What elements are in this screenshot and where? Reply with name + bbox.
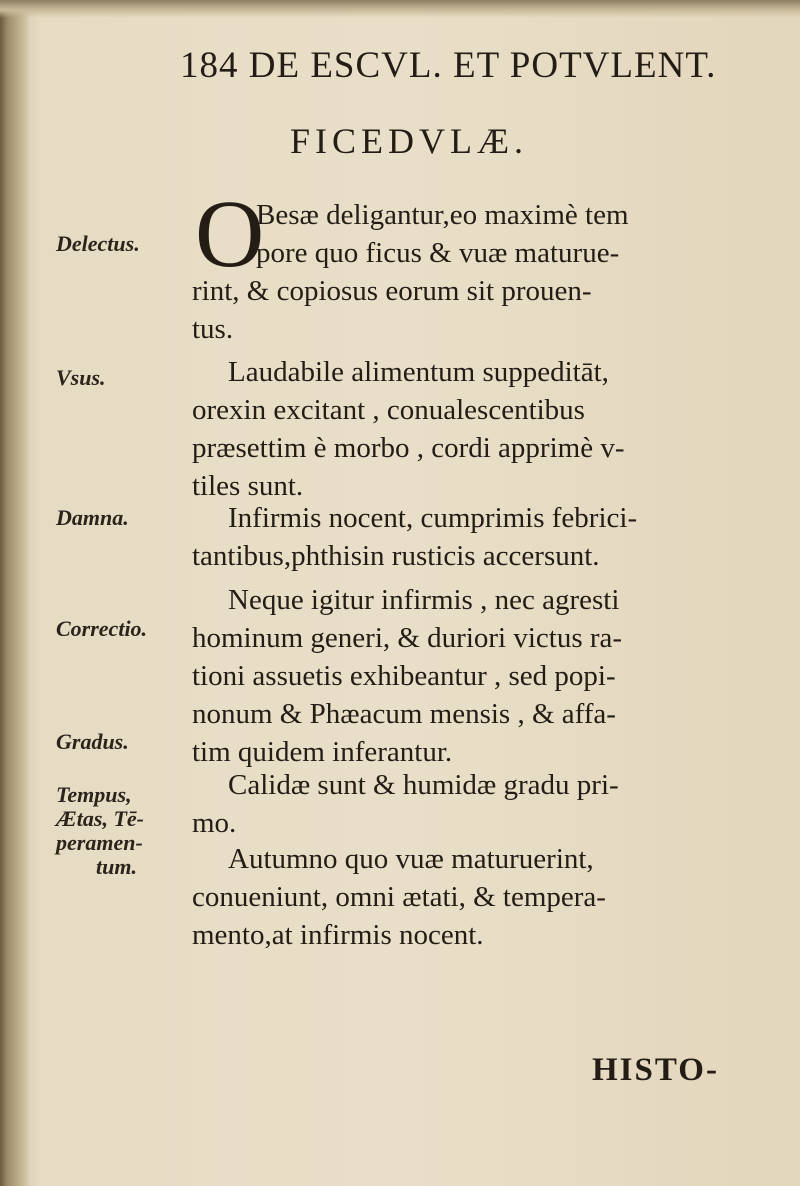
text-line: Neque igitur infirmis , nec agresti (228, 584, 620, 616)
section-title: FICEDVLÆ. (290, 121, 529, 161)
text-line: conueniunt, omni ætati, & tempera- (192, 881, 606, 913)
sidenote-damna: Damna. (56, 505, 129, 530)
text-line: Infirmis nocent, cumprimis febrici- (228, 502, 638, 534)
text-line: tantibus,phthisin rusticis accersunt. (192, 540, 600, 572)
paragraph-1 (192, 180, 752, 348)
paragraph-6 (192, 840, 752, 954)
text-line: rint, & copiosus eorum sit prouen- (192, 275, 592, 307)
text-line: Calidæ sunt & humidæ gradu pri- (228, 769, 619, 801)
paragraph-3 (192, 499, 752, 575)
sidenote-gradus: Gradus. (56, 729, 129, 754)
book-spine-shadow (0, 0, 30, 1186)
paragraph-5 (192, 766, 752, 842)
sidenote-tempus-line: tum. (96, 854, 137, 879)
text-line: tus. (192, 313, 234, 345)
paragraph-2 (192, 353, 752, 505)
sidenote-tempus-line: Ætas, Tē- (56, 806, 144, 831)
text-line: hominum generi, & duriori victus ra- (192, 622, 623, 654)
text-line: Laudabile alimentum suppeditāt, (228, 356, 609, 388)
sidenote-tempus-line: peramen- (56, 830, 143, 855)
page-top-edge (0, 0, 800, 18)
text-line: mo. (192, 807, 237, 839)
text-line: tioni assuetis exhibeantur , sed popi- (192, 660, 616, 692)
text-line: Besæ deligantur,eo maximè tem (256, 199, 629, 231)
running-head: 184 DE ESCVL. ET POTVLENT. (180, 45, 717, 86)
text-line: tiles sunt. (192, 470, 304, 502)
drop-initial: O (195, 180, 265, 287)
text-line: pore quo ficus & vuæ maturue- (256, 237, 620, 269)
text-line: orexin excitant , conualescentibus (192, 394, 585, 426)
sidenote-delectus: Delectus. (56, 231, 140, 256)
text-line: Autumno quo vuæ maturuerint, (228, 843, 594, 875)
sidenote-tempus-line: Tempus, (56, 782, 132, 807)
sidenote-correctio: Correctio. (56, 616, 148, 641)
catchword: HISTO- (592, 1052, 719, 1088)
text-line: mento,at infirmis nocent. (192, 919, 484, 951)
paragraph-4 (192, 581, 752, 771)
text-line: tim quidem inferantur. (192, 736, 453, 768)
text-line: præsettim è morbo , cordi apprimè v- (192, 432, 625, 464)
sidenote-tempus (56, 783, 191, 879)
text-line: nonum & Phæacum mensis , & affa- (192, 698, 616, 730)
sidenote-usus: Vsus. (56, 365, 106, 390)
